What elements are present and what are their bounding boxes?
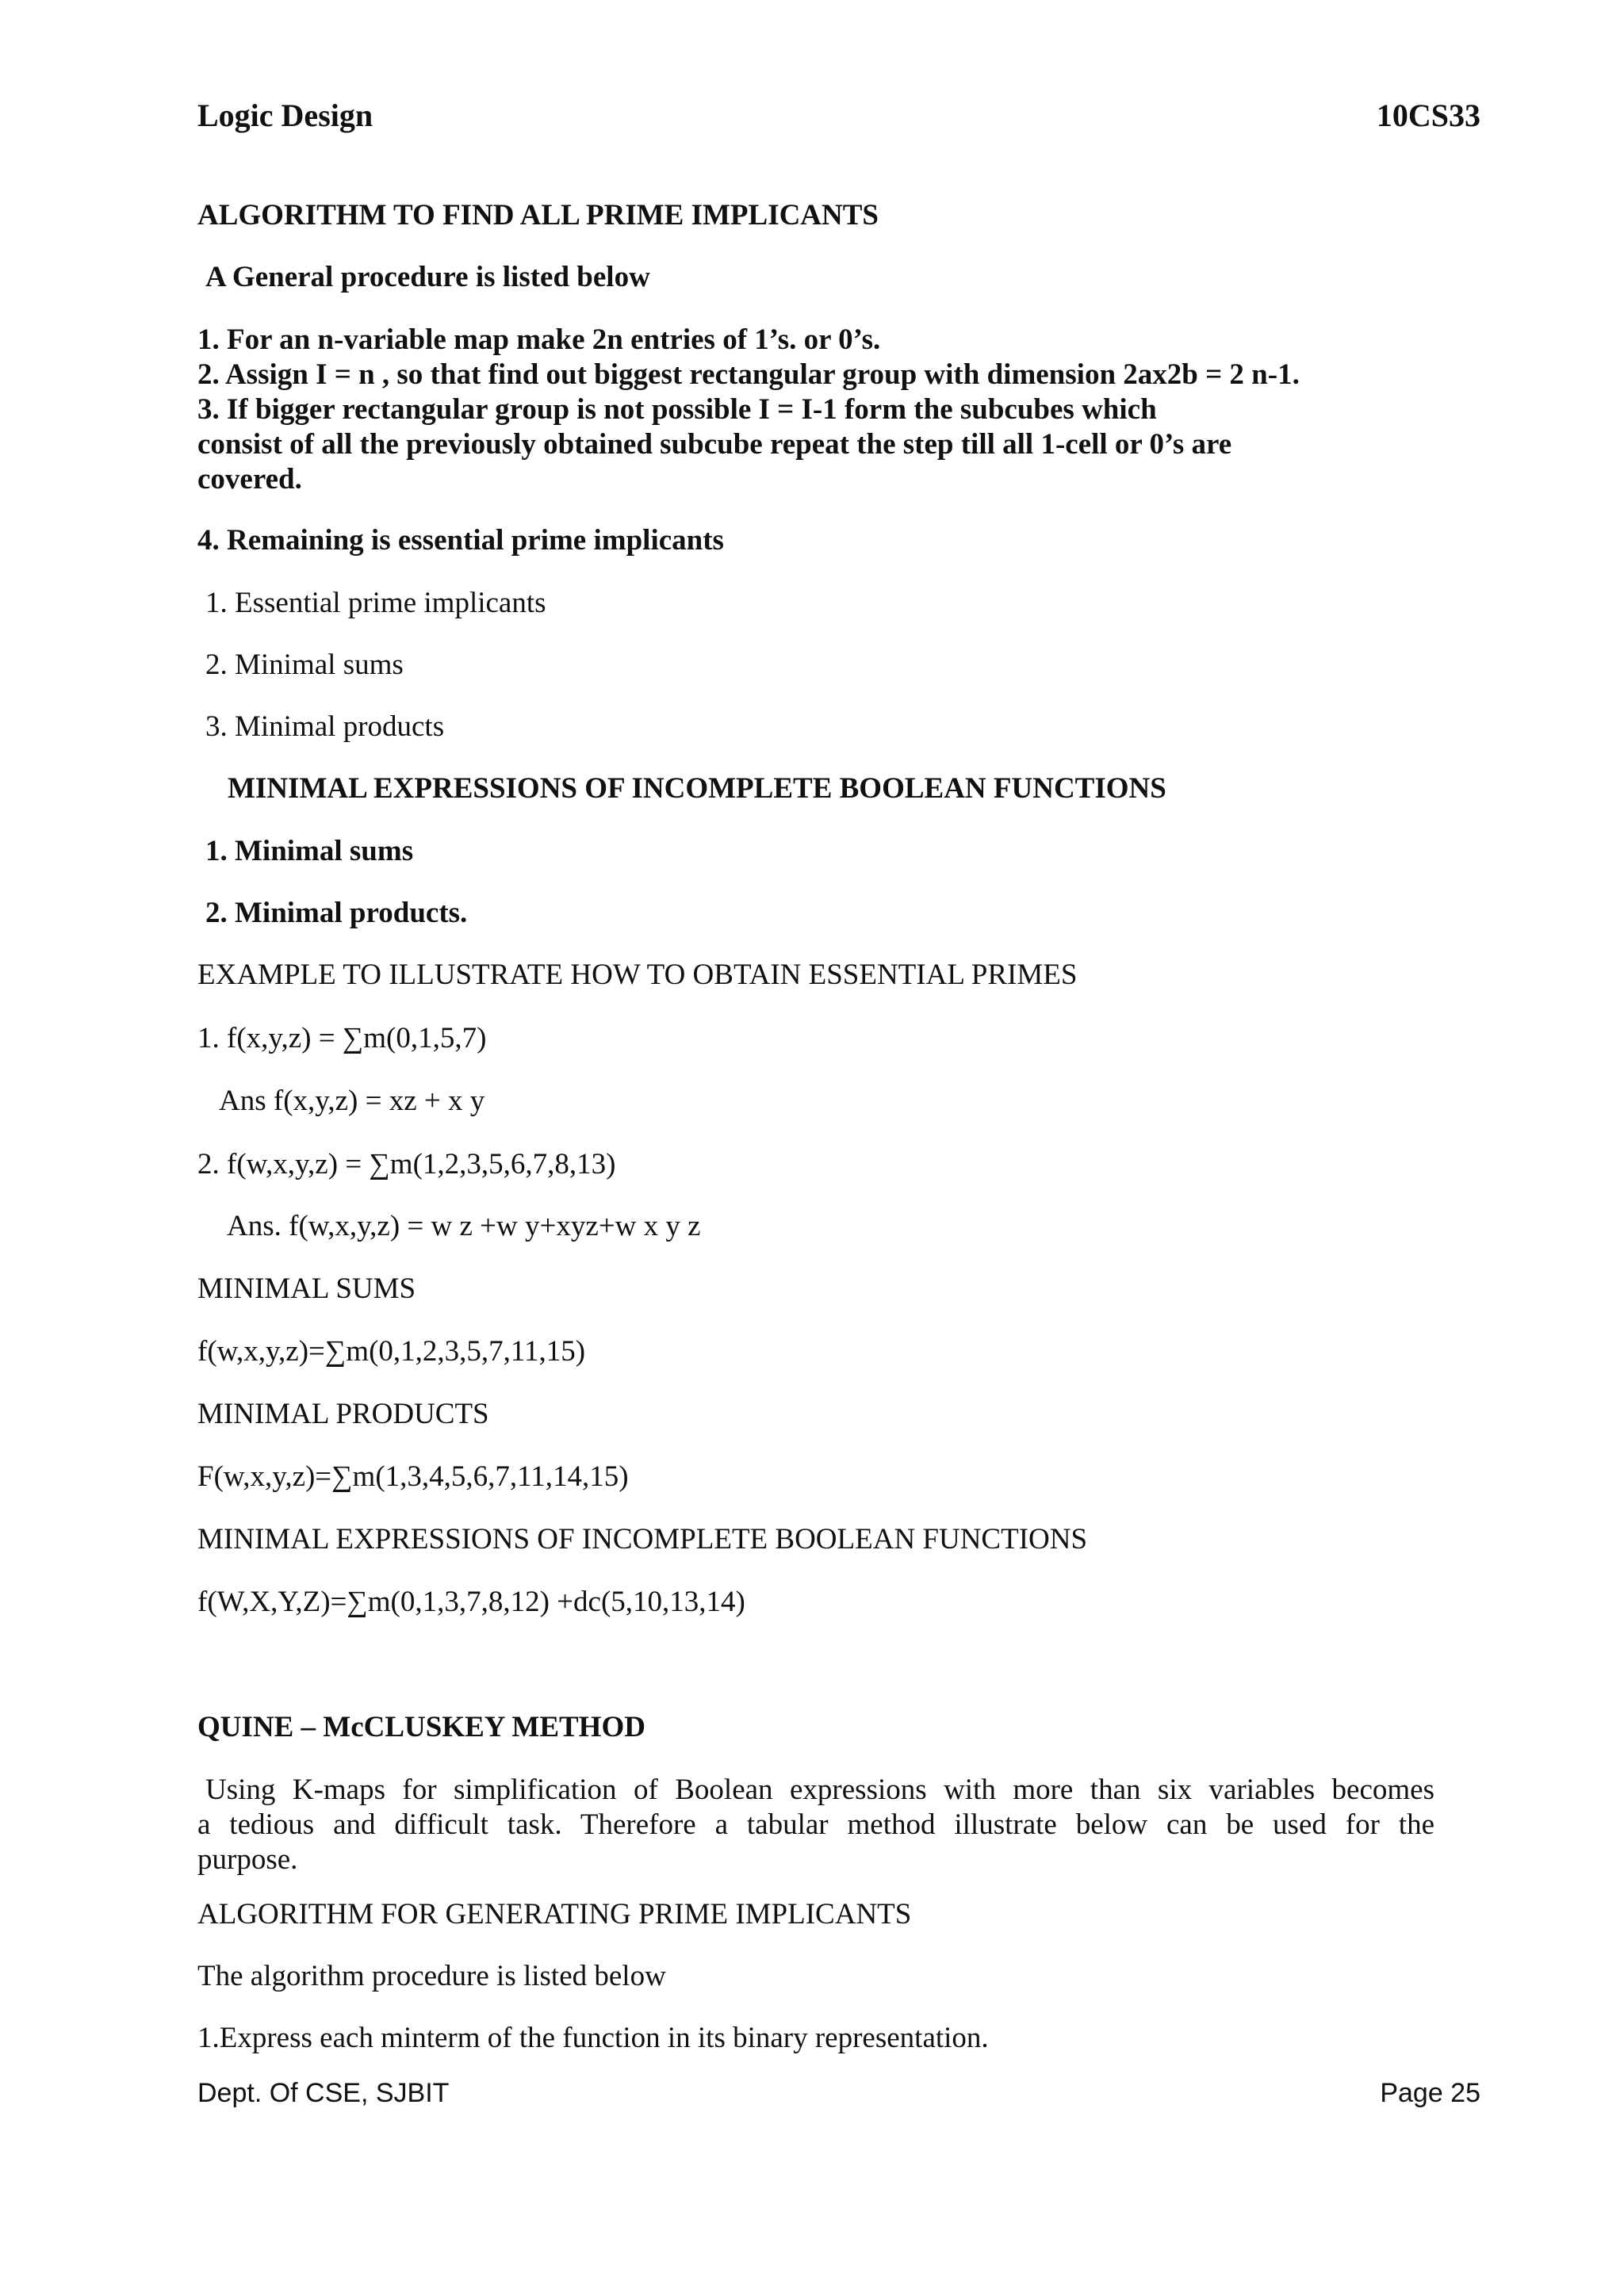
footer-department: Dept. Of CSE, SJBIT [197,2078,450,2108]
procedure-step-3-cont: consist of all the previously obtained subcube repeat the step till all 1-cell or 0’s are [197,428,1232,461]
list-item-minimal-sums: 2. Minimal sums [205,649,404,681]
list-item-minimal-products: 3. Minimal products [205,710,445,743]
example-1-expression: 1. f(x,y,z) = ∑m(0,1,5,7) [197,1022,487,1054]
example-2-expression: 2. f(w,x,y,z) = ∑m(1,2,3,5,6,7,8,13) [197,1148,616,1181]
paragraph-line-2: a tedious and difficult task. Therefore a tabular method illustrate below can be used for the [197,1808,1434,1841]
paragraph-line-1: Using K-maps for simplification of Boolean expressions with more than six variables becomes [205,1774,1434,1806]
paragraph-line-3: purpose. [197,1843,298,1876]
example-2-answer: Ans. f(w,x,y,z) = w z +w y+xyz+w x y z [227,1210,701,1242]
list-item-minimal-products-bold: 2. Minimal products. [205,897,468,929]
list-item-essential-prime-implicants: 1. Essential prime implicants [205,587,546,619]
algorithm-procedure-intro: The algorithm procedure is listed below [197,1960,666,1992]
header-course-title: Logic Design [197,98,373,133]
procedure-step-3: 3. If bigger rectangular group is not possible I = I-1 form the subcubes which [197,393,1157,426]
example-heading: EXAMPLE TO ILLUSTRATE HOW TO OBTAIN ESSENTIAL PRIMES [197,959,1078,991]
procedure-step-4: 4. Remaining is essential prime implicants [197,524,724,557]
section-heading-prime-implicants: ALGORITHM TO FIND ALL PRIME IMPLICANTS [197,199,879,232]
procedure-step-1: 1. For an n-variable map make 2n entries of 1’s. or 0’s. [197,323,881,356]
incomplete-functions-label: MINIMAL EXPRESSIONS OF INCOMPLETE BOOLEAN FUNCTIONS [197,1523,1088,1556]
general-procedure-intro: A General procedure is listed below [205,261,650,293]
algorithm-generating-heading: ALGORITHM FOR GENERATING PRIME IMPLICANTS [197,1898,912,1931]
incomplete-functions-expression: f(W,X,Y,Z)=∑m(0,1,3,7,8,12) +dc(5,10,13,14) [197,1586,745,1618]
example-1-answer: Ans f(x,y,z) = xz + x y [219,1085,485,1117]
procedure-step-3-end: covered. [197,463,302,496]
quine-mccluskey-heading: QUINE – McCLUSKEY METHOD [197,1711,645,1743]
list-item-minimal-sums-bold: 1. Minimal sums [205,835,414,867]
procedure-step-2: 2. Assign I = n , so that find out biggest rectangular group with dimension 2ax2b = 2 n-1. [197,358,1300,391]
minimal-products-expression: F(w,x,y,z)=∑m(1,3,4,5,6,7,11,14,15) [197,1460,629,1493]
minimal-sums-label: MINIMAL SUMS [197,1272,416,1305]
header-course-code: 10CS33 [1376,98,1480,133]
section-heading-incomplete-functions: MINIMAL EXPRESSIONS OF INCOMPLETE BOOLEAN FUNCTIONS [228,772,1166,805]
minimal-products-label: MINIMAL PRODUCTS [197,1398,489,1430]
algorithm-step-1: 1.Express each minterm of the function in its binary representation. [197,2022,989,2054]
footer-page-number: Page 25 [1380,2078,1480,2108]
minimal-sums-expression: f(w,x,y,z)=∑m(0,1,2,3,5,7,11,15) [197,1335,586,1368]
quine-mccluskey-paragraph [197,1773,1434,1877]
